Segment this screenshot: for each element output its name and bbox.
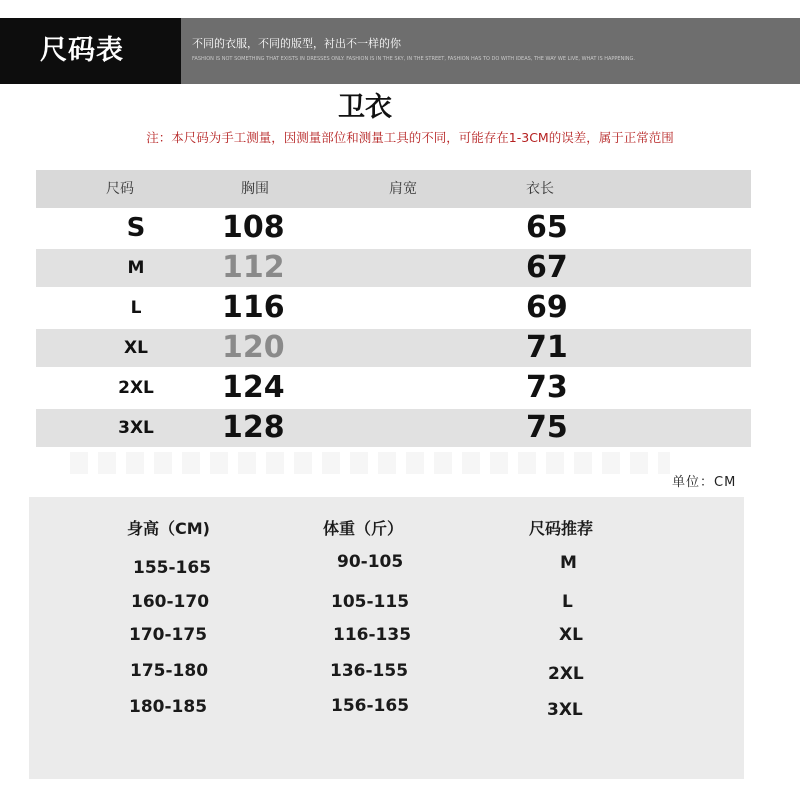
size-cell: L <box>130 298 142 318</box>
recommended-size-cell: M <box>560 553 577 573</box>
recommended-size-cell: 3XL <box>547 700 583 720</box>
height-cell: 160-170 <box>131 592 210 612</box>
chest-cell: 108 <box>222 210 285 245</box>
measurement-note: 注：本尺码为手工测量，因测量部位和测量工具的不同，可能存在1-3CM的误差，属于正常范围 <box>146 130 674 145</box>
slogan-banner <box>181 18 800 84</box>
size-cell: 3XL <box>118 418 154 438</box>
recommended-size-cell: XL <box>559 625 583 645</box>
slogan-text: 不同的衣服，不同的版型，衬出不一样的你 <box>192 37 401 50</box>
chest-cell: 128 <box>222 410 285 445</box>
length-cell: 67 <box>526 250 568 285</box>
size-cell: 2XL <box>118 378 154 398</box>
header-height: 身高（CM) <box>127 519 210 538</box>
length-cell: 71 <box>526 330 568 365</box>
header-recommended-size: 尺码推荐 <box>529 519 594 538</box>
unit-label: 单位：CM <box>672 475 737 490</box>
length-cell: 73 <box>526 370 568 405</box>
header-shoulder: 肩宽 <box>389 181 417 197</box>
header-length: 衣长 <box>526 181 554 197</box>
size-chart-badge: 尺码表 <box>0 18 181 84</box>
chest-cell: 120 <box>222 330 285 365</box>
height-cell: 175-180 <box>130 661 209 681</box>
weight-cell: 136-155 <box>330 661 409 681</box>
recommended-size-cell: 2XL <box>548 664 584 684</box>
size-cell: M <box>127 258 145 278</box>
weight-cell: 90-105 <box>337 552 404 572</box>
table-row <box>36 369 751 407</box>
chest-cell: 124 <box>222 370 285 405</box>
recommended-size-cell: L <box>562 592 573 612</box>
length-cell: 75 <box>526 410 568 445</box>
chest-cell: 112 <box>222 250 285 285</box>
page-header <box>0 18 800 84</box>
weight-cell: 156-165 <box>331 696 410 716</box>
height-cell: 155-165 <box>133 558 212 578</box>
table-row <box>36 249 751 287</box>
size-recommendation-panel <box>29 497 744 779</box>
header-weight: 体重（斤） <box>323 519 404 538</box>
chest-cell: 116 <box>222 290 285 325</box>
length-cell: 69 <box>526 290 568 325</box>
page-title: 卫衣 <box>338 92 392 123</box>
table-row <box>36 289 751 327</box>
header-size: 尺码 <box>106 181 134 197</box>
weight-cell: 116-135 <box>333 625 412 645</box>
slogan-subtext: FASHION IS NOT SOMETHING THAT EXISTS IN DRESSES ONLY. FASHION IS IN THE SKY, IN THE STREET, FASHION HAS TO DO WITH IDEAS, THE WAY WE LIVE, WHAT IS HAPPENING. <box>192 56 636 62</box>
size-cell: S <box>126 213 146 243</box>
reflection-decoration <box>70 452 670 474</box>
weight-cell: 105-115 <box>331 592 410 612</box>
size-cell: XL <box>124 338 148 358</box>
header-chest: 胸围 <box>241 181 269 197</box>
height-cell: 170-175 <box>129 625 208 645</box>
table-row <box>36 329 751 367</box>
length-cell: 65 <box>526 210 568 245</box>
size-table-header <box>36 170 751 208</box>
table-row <box>36 409 751 447</box>
table-row <box>36 209 751 247</box>
height-cell: 180-185 <box>129 697 208 717</box>
